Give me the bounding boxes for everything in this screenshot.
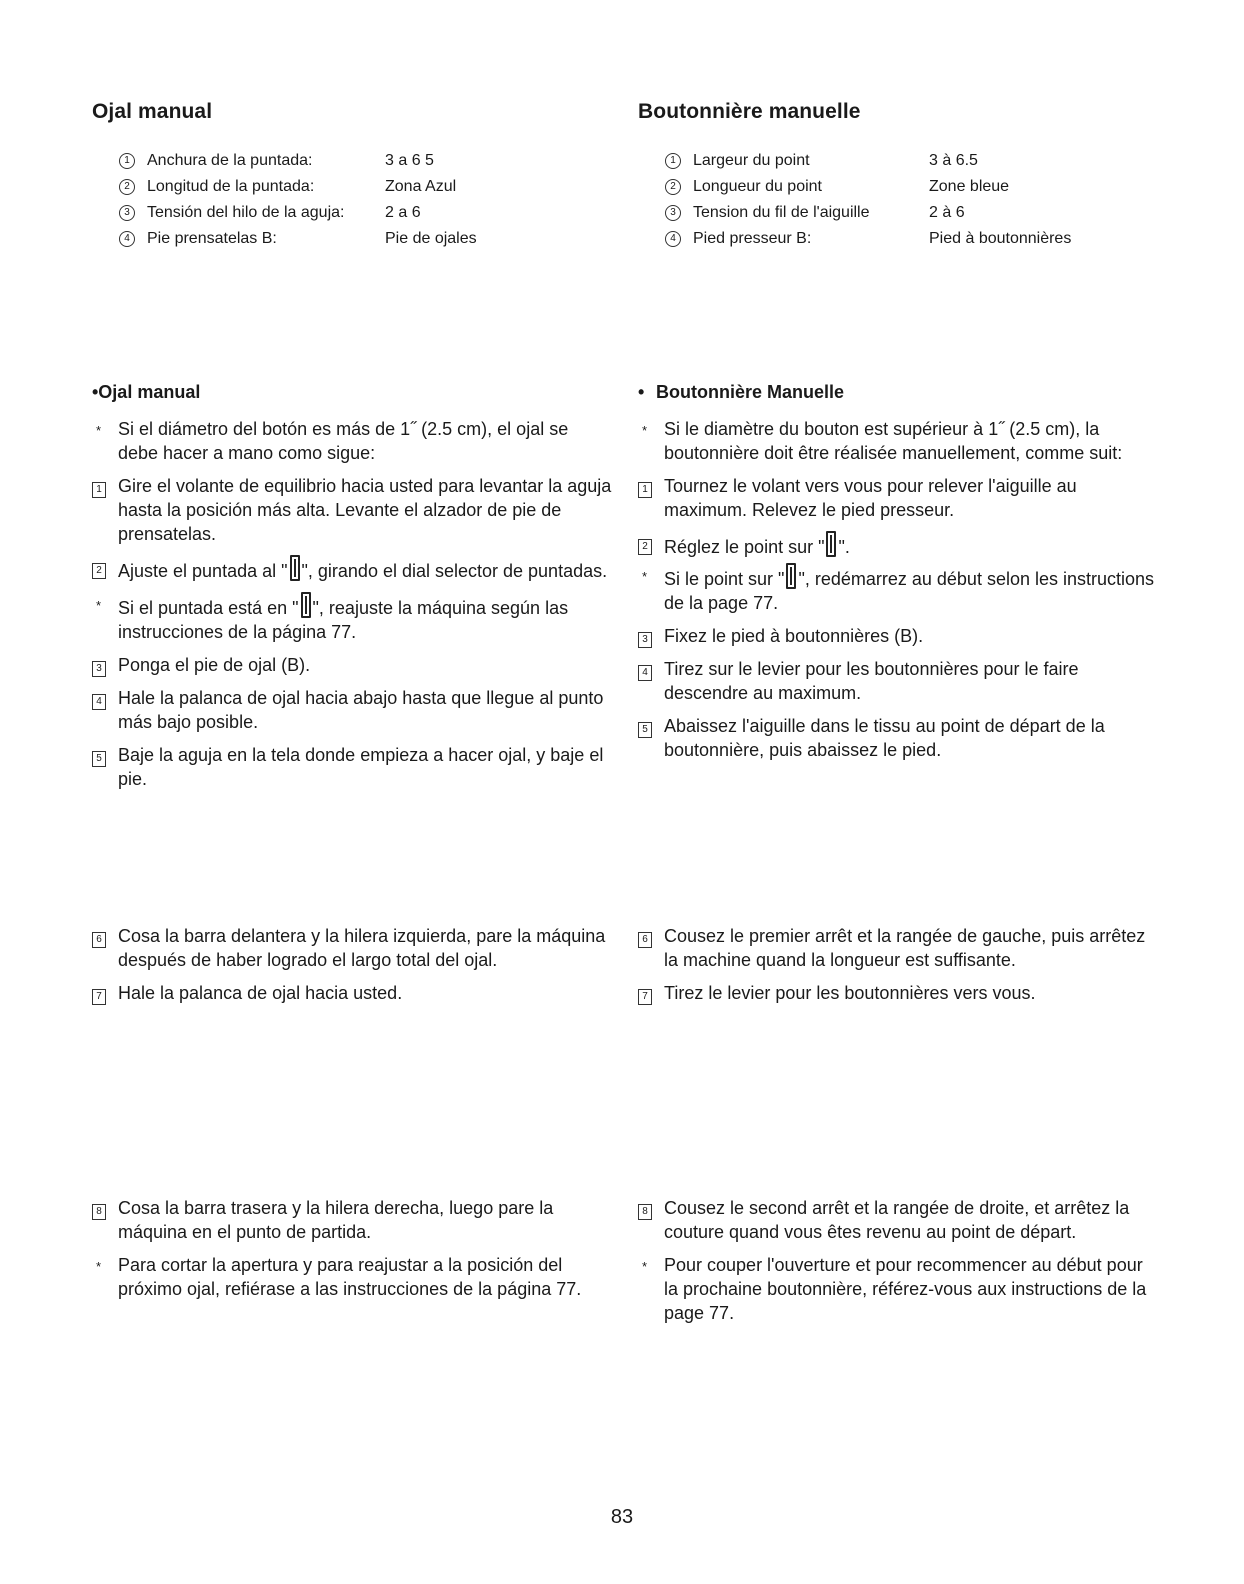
- left-step-7: 7 Hale la palanca de ojal hacia usted.: [92, 981, 612, 1005]
- step-number-icon: 4: [638, 665, 652, 681]
- right-intro-note: * Si le diamètre du bouton est supérieur à 1˝ (2.5 cm), la boutonnière doit être réalisée manuellement, comme suit:: [638, 417, 1158, 465]
- circled-number-icon: 2: [665, 179, 681, 195]
- buttonhole-stitch-icon: [290, 555, 300, 581]
- right-steps-6-7: [638, 924, 1158, 1014]
- right-setting-1: 1 Largeur du point 3 à 6.5: [638, 148, 1158, 174]
- step-number-icon: 7: [638, 989, 652, 1005]
- left-step-2: 2 Ajuste el puntada al " ", girando el dial selector de puntadas.: [92, 555, 612, 583]
- left-setting-1: 1 Anchura de la puntada: 3 a 6 5: [92, 148, 612, 174]
- right-step-8-block: [638, 1196, 1158, 1334]
- asterisk-icon: *: [96, 423, 102, 438]
- step-number-icon: 8: [638, 1204, 652, 1220]
- asterisk-icon: *: [96, 598, 102, 613]
- left-step-4: 4 Hale la palanca de ojal hacia abajo hasta que llegue al punto más bajo posible.: [92, 686, 612, 734]
- right-step-6: 6 Cousez le premier arrêt et la rangée de gauche, puis arrêtez la machine quand la longueur est suffisante.: [638, 924, 1158, 972]
- circled-number-icon: 1: [119, 153, 135, 169]
- step-number-icon: 5: [92, 751, 106, 767]
- buttonhole-stitch-icon: [301, 592, 311, 618]
- left-step-8: 8 Cosa la barra trasera y la hilera derecha, luego pare la máquina en el punto de partida.: [92, 1196, 612, 1244]
- left-subheading: •Ojal manual: [92, 382, 201, 402]
- left-step-5: 5 Baje la aguja en la tela donde empieza a hacer ojal, y baje el pie.: [92, 743, 612, 791]
- right-title: Boutonnière manuelle: [638, 100, 861, 123]
- circled-number-icon: 2: [119, 179, 135, 195]
- left-step-3: 3 Ponga el pie de ojal (B).: [92, 653, 612, 677]
- right-steps-block: [638, 382, 1158, 771]
- right-note-8: * Pour couper l'ouverture et pour recommencer au début pour la prochaine boutonnière, référez-vous aux instructions de la page 77.: [638, 1253, 1158, 1325]
- asterisk-icon: *: [96, 1259, 102, 1274]
- right-setting-4: 4 Pied presseur B: Pied à boutonnières: [638, 226, 1158, 252]
- asterisk-icon: *: [642, 423, 648, 438]
- circled-number-icon: 1: [665, 153, 681, 169]
- step-number-icon: 7: [92, 989, 106, 1005]
- right-setting-3: 3 Tension du fil de l'aiguille 2 à 6: [638, 200, 1158, 226]
- left-step-6: 6 Cosa la barra delantera y la hilera izquierda, pare la máquina después de haber logrado el largo total del ojal.: [92, 924, 612, 972]
- step-number-icon: 5: [638, 722, 652, 738]
- step-number-icon: 6: [92, 932, 106, 948]
- left-setting-3: 3 Tensión del hilo de la aguja: 2 a 6: [92, 200, 612, 226]
- left-setting-4: 4 Pie prensatelas B: Pie de ojales: [92, 226, 612, 252]
- left-steps-block: [92, 382, 612, 800]
- left-note-2: * Si el puntada está en " ", reajuste la máquina según las instrucciones de la página 77.: [92, 592, 612, 644]
- left-step-1: 1 Gire el volante de equilibrio hacia usted para levantar la aguja hasta la posición más alta. Levante el alzador de pie de prensatelas.: [92, 474, 612, 546]
- step-number-icon: 4: [92, 694, 106, 710]
- asterisk-icon: *: [642, 1259, 648, 1274]
- circled-number-icon: 3: [665, 205, 681, 221]
- right-step-1: 1 Tournez le volant vers vous pour relever l'aiguille au maximum. Relevez le pied presseur.: [638, 474, 1158, 522]
- asterisk-icon: *: [642, 569, 648, 584]
- left-note-8: * Para cortar la apertura y para reajustar a la posición del próximo ojal, refiérase a las instrucciones de la página 77.: [92, 1253, 612, 1301]
- step-number-icon: 3: [638, 632, 652, 648]
- right-step-2: 2 Réglez le point sur " ".: [638, 531, 1158, 559]
- circled-number-icon: 3: [119, 205, 135, 221]
- right-subheading: • Boutonnière Manuelle: [638, 382, 845, 402]
- right-step-8: 8 Cousez le second arrêt et la rangée de droite, et arrêtez la couture quand vous êtes revenu au point de départ.: [638, 1196, 1158, 1244]
- step-number-icon: 2: [92, 563, 106, 579]
- right-setting-2: 2 Longueur du point Zone bleue: [638, 174, 1158, 200]
- step-number-icon: 8: [92, 1204, 106, 1220]
- step-number-icon: 6: [638, 932, 652, 948]
- right-header-block: [638, 100, 1158, 252]
- buttonhole-stitch-icon: [826, 531, 836, 557]
- right-step-5: 5 Abaissez l'aiguille dans le tissu au point de départ de la boutonnière, puis abaissez le pied.: [638, 714, 1158, 762]
- step-number-icon: 2: [638, 539, 652, 555]
- right-step-4: 4 Tirez sur le levier pour les boutonnières pour le faire descendre au maximum.: [638, 657, 1158, 705]
- step-number-icon: 1: [92, 482, 106, 498]
- left-title: Ojal manual: [92, 100, 213, 123]
- right-step-7: 7 Tirez le levier pour les boutonnières vers vous.: [638, 981, 1158, 1005]
- bullet-icon: •: [638, 382, 645, 402]
- circled-number-icon: 4: [119, 231, 135, 247]
- step-number-icon: 3: [92, 661, 106, 677]
- buttonhole-stitch-icon: [786, 563, 796, 589]
- right-note-2: * Si le point sur " ", redémarrez au début selon les instructions de la page 77.: [638, 563, 1158, 615]
- page-number: 83: [610, 1506, 634, 1528]
- circled-number-icon: 4: [665, 231, 681, 247]
- left-setting-2: 2 Longitud de la puntada: Zona Azul: [92, 174, 612, 200]
- left-step-8-block: [92, 1196, 612, 1310]
- right-step-3: 3 Fixez le pied à boutonnières (B).: [638, 624, 1158, 648]
- left-intro-note: * Si el diámetro del botón es más de 1˝ (2.5 cm), el ojal se debe hacer a mano como sigue:: [92, 417, 612, 465]
- step-number-icon: 1: [638, 482, 652, 498]
- left-header-block: [92, 100, 612, 252]
- left-steps-6-7: [92, 924, 612, 1014]
- right-settings-list: [638, 148, 1158, 252]
- left-settings-list: [92, 148, 612, 252]
